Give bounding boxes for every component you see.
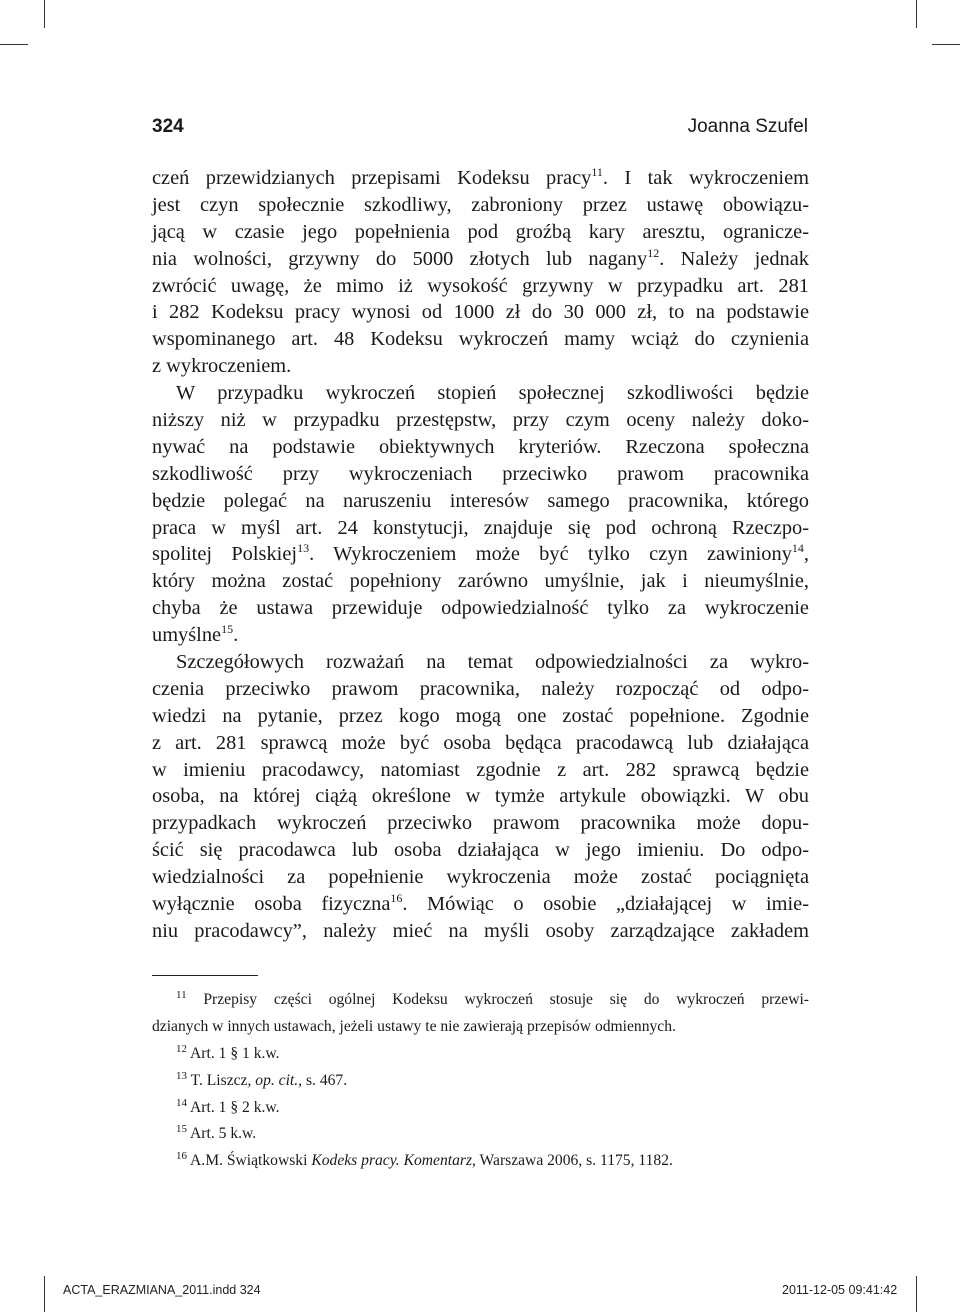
text: wyłącznie osoba fizyczna (152, 893, 391, 916)
body-line (152, 192, 809, 219)
footnote-separator (152, 975, 258, 976)
body-line (152, 326, 809, 353)
text: chyba że ustawa przewiduje odpowiedzialność tylko za wykroczenie (152, 597, 809, 620)
text: . Wykroczeniem może być tylko czyn zawiniony (309, 543, 792, 566)
slug-filename: ACTA_ERAZMIANA_2011.indd 324 (63, 1283, 261, 1297)
text: szkodliwość przy wykroczeniach przeciwko prawom pracownika (152, 462, 809, 485)
body-line (152, 783, 809, 810)
footnote-line (152, 1015, 809, 1042)
footnote-ref: 16 (390, 891, 403, 906)
footnote-ref: 12 (647, 245, 660, 260)
text: przypadkach wykroczeń przeciwko prawom pracownika może dopu- (152, 812, 809, 835)
footnote-text: Art. 1 § 1 k.w. (187, 1044, 280, 1062)
text: osoba, na której ciążą określone w tymże artykule obowiązki. W obu (152, 785, 809, 808)
text: . (233, 624, 239, 647)
body-line (152, 730, 809, 757)
footnote-text: , s. 467. (298, 1071, 348, 1089)
text: . Mówiąc o osobie „działającej w imie- (402, 893, 809, 916)
body-line (152, 918, 809, 945)
body-line (152, 595, 809, 622)
text: nia wolności, grzywny do 5000 złotych lub nagany (152, 247, 648, 270)
slug-timestamp: 2011-12-05 09:41:42 (782, 1283, 898, 1297)
body-line (152, 837, 809, 864)
footnote-ref: 14 (791, 541, 804, 556)
body-line (152, 515, 809, 542)
text: zwrócić uwagę, że mimo iż wysokość grzywny w przypadku art. 281 (152, 274, 809, 297)
footnote-text: T. Liszcz, (187, 1071, 256, 1089)
body-line (152, 864, 809, 891)
crop-mark (44, 1276, 45, 1312)
text: . I tak wykroczeniem (602, 167, 809, 189)
text: będzie polegać na naruszeniu interesów samego pracownika, którego (152, 489, 809, 512)
body-line (152, 273, 809, 300)
text: i 282 Kodeksu pracy wynosi od 1000 zł do 30 000 zł, to na podstawie (152, 301, 809, 324)
footnote-line (152, 1069, 809, 1096)
running-header (152, 116, 808, 142)
text: umyślne (152, 624, 222, 647)
crop-mark (932, 44, 960, 45)
crop-mark (916, 0, 917, 28)
text: spolitej Polskiej (152, 543, 298, 566)
footnote-text: A.M. Świątkowski (187, 1152, 312, 1170)
footnote-text: Art. 5 k.w. (187, 1125, 257, 1143)
footnote-line (152, 1149, 809, 1176)
text: z wykroczeniem. (152, 355, 292, 378)
body-line (152, 703, 809, 730)
text: W przypadku wykroczeń stopień społecznej szkodliwości będzie (176, 382, 809, 405)
body-line (152, 407, 809, 434)
footnote-text: Art. 1 § 2 k.w. (187, 1098, 280, 1116)
text: ścić się pracodawca lub osoba działająca w jego imieniu. Do odpo- (152, 839, 809, 862)
body-line (152, 380, 809, 407)
text: . Należy jednak (659, 247, 809, 270)
footnote-ref: 11 (591, 165, 603, 179)
body-line (152, 246, 809, 273)
body-line (152, 541, 809, 568)
body-line (152, 434, 809, 461)
text: Szczegółowych rozważań na temat odpowiedzialności za wykro- (176, 651, 809, 674)
footnote-text: , Warszawa 2006, s. 1175, 1182. (472, 1152, 673, 1170)
body-line (152, 461, 809, 488)
text: niu pracodawcy”, należy mieć na myśli osoby zarządzające zakładem (152, 919, 809, 942)
body-line (152, 649, 809, 676)
footnote-line (152, 988, 809, 1015)
text: wiedzi na pytanie, przez kogo mogą one zostać popełnione. Zgodnie (152, 704, 809, 727)
footnote-number: 11 (176, 989, 187, 1001)
body-line (152, 219, 809, 246)
running-head-author: Joanna Szufel (687, 116, 808, 137)
body-line (152, 299, 809, 326)
footnote-number: 15 (176, 1123, 187, 1136)
body-line (152, 891, 809, 918)
footnote-ref: 13 (297, 541, 310, 556)
footnote-number: 12 (176, 1042, 187, 1055)
text: wspominanego art. 48 Kodeksu wykroczeń mamy wciąż do czynienia (152, 328, 809, 351)
footnote-text: dzianych w innych ustawach, jeżeli ustawy te nie zawierają przepisów odmiennych. (152, 1017, 676, 1035)
crop-mark (916, 1276, 917, 1312)
footnote-number: 14 (176, 1096, 187, 1109)
text: który można zostać popełniony zarówno umyślnie, jak i nieumyślnie, (152, 570, 809, 593)
footnote-text: Przepisy części ogólnej Kodeksu wykroczeń stosuje się do wykroczeń przewi- (186, 991, 809, 1008)
body-line (152, 757, 809, 784)
text: jest czyn społecznie szkodliwy, zabroniony przez ustawę obowiązu- (152, 193, 809, 216)
footnote-line (152, 1096, 809, 1123)
text: praca w myśl art. 24 konstytucji, znajduje się pod ochroną Rzeczpo- (152, 516, 809, 539)
body-line (152, 568, 809, 595)
footnote-italic: op. cit. (255, 1071, 299, 1089)
footnote-number: 16 (176, 1150, 187, 1163)
body-line (152, 353, 809, 380)
text: , (803, 543, 809, 566)
text: nywać na podstawie obiektywnych kryteriów. Rzeczona społeczna (152, 435, 809, 458)
text: jącą w czasie jego popełnienia pod groźbą kary aresztu, ogranicze- (152, 220, 809, 243)
crop-mark (0, 44, 28, 45)
body-line (152, 165, 809, 192)
footnote-ref: 15 (221, 622, 234, 637)
footnote-italic: Kodeks pracy. Komentarz (311, 1152, 473, 1170)
body-line (152, 488, 809, 515)
body-line (152, 622, 809, 649)
footnote-line (152, 1122, 809, 1149)
text: czeń przewidzianych przepisami Kodeksu pracy (152, 167, 592, 189)
text: wiedzialności za popełnienie wykroczenia może zostać pociągnięta (152, 866, 809, 889)
body-text (152, 165, 809, 945)
footnotes (152, 988, 809, 1176)
body-line (152, 810, 809, 837)
crop-mark (44, 0, 45, 28)
text: czenia przeciwko prawom pracownika, należy rozpocząć od odpo- (152, 677, 809, 700)
footnote-number: 13 (176, 1069, 187, 1082)
footnote-line (152, 1042, 809, 1069)
text: w imieniu pracodawcy, natomiast zgodnie z art. 282 sprawcą będzie (152, 758, 809, 781)
text: niższy niż w przypadku przestępstw, przy czym oceny należy doko- (152, 409, 809, 432)
page-number: 324 (152, 116, 184, 137)
body-line (152, 676, 809, 703)
text: z art. 281 sprawcą może być osoba będąca pracodawcą lub działająca (152, 731, 809, 754)
